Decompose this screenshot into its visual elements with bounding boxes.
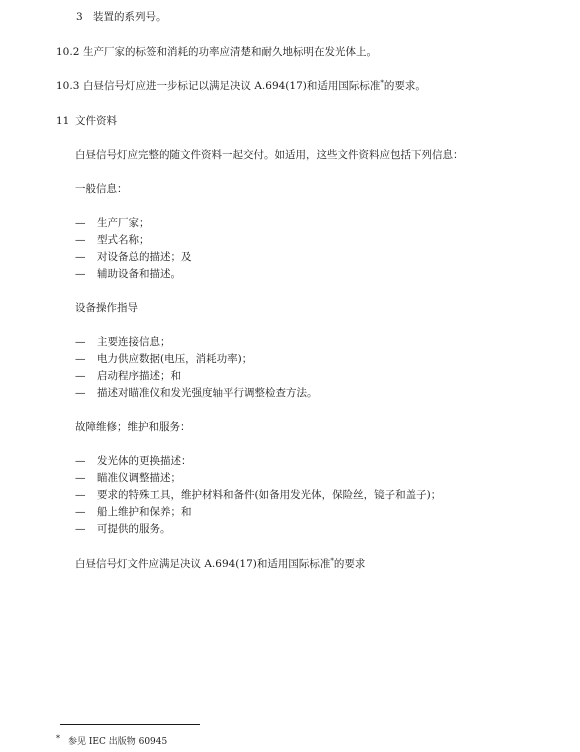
list-item-text: 发光体的更换描述：: [97, 455, 192, 467]
list-item: [75, 454, 192, 468]
list-dash: —: [75, 489, 86, 501]
list-item: [75, 250, 192, 264]
footnote-mark: *: [56, 734, 60, 743]
list-dash: —: [75, 336, 86, 348]
clause-text-10-3-end: 的要求。: [383, 80, 426, 92]
list-item: [75, 369, 181, 383]
section-number-11: 11: [56, 115, 70, 127]
footnote-divider: [60, 724, 200, 725]
item-number: 3: [76, 11, 83, 23]
list-item-text: 型式名称；: [97, 234, 150, 246]
list-item: [75, 471, 181, 485]
clause-number-10-3: 10.3: [56, 80, 80, 92]
operation-heading: 设备操作指导: [75, 302, 138, 314]
list-dash: —: [75, 370, 86, 382]
clause-number-10-2: 10.2: [56, 46, 80, 58]
closing-text: 白昼信号灯文件应满足决议 A.694(17)和适用国际标准: [75, 558, 331, 570]
section-title: 文件资料: [75, 115, 117, 127]
list-item-text: 生产厂家；: [97, 217, 150, 229]
list-item-text: 启动程序描述；和: [97, 370, 181, 382]
footnote-reference: *: [380, 79, 384, 87]
footnote-reference: *: [330, 557, 334, 565]
footnote-text: 参见 IEC 出版物 60945: [68, 737, 168, 747]
list-dash: —: [75, 523, 86, 535]
list-item: [75, 522, 171, 536]
list-item: [75, 505, 192, 519]
clause-text-10-2: 生产厂家的标签和消耗的功率应清楚和耐久地标明在发光体上。: [83, 46, 377, 58]
list-dash: —: [75, 387, 86, 399]
list-item: [75, 335, 171, 349]
intro-paragraph: 白昼信号灯应完整的随文件资料一起交付。如适用，这些文件资料应包括下列信息：: [75, 149, 464, 161]
closing-text-end: 的要求: [333, 558, 366, 570]
clause-text-10-3-main: 白昼信号灯应进一步标记以满足决议 A.694(17)和适用国际标准: [83, 80, 381, 92]
list-item-text: 主要连接信息；: [97, 336, 171, 348]
list-item-text: 描述对瞄准仪和发光强度轴平行调整检查方法。: [97, 387, 318, 399]
list-item-text: 要求的特殊工具，维护材料和备件(如备用发光体，保险丝，镜子和盖子)；: [97, 489, 442, 501]
list-item-text: 电力供应数据(电压，消耗功率)；: [97, 353, 253, 365]
maintenance-heading: 故障维修；维护和服务：: [75, 421, 191, 433]
list-dash: —: [75, 251, 86, 263]
list-item: [75, 386, 318, 400]
list-item: [75, 216, 150, 230]
list-item-text: 对设备总的描述；及: [97, 251, 192, 263]
list-dash: —: [75, 217, 86, 229]
list-item: [75, 233, 150, 247]
list-dash: —: [75, 472, 86, 484]
list-item-text: 船上维护和保养；和: [97, 506, 192, 518]
footnote: [56, 733, 167, 748]
list-item-text: 瞄准仪调整描述；: [97, 472, 181, 484]
list-item-text: 可提供的服务。: [97, 523, 171, 535]
list-item: [75, 352, 252, 366]
list-item-text: 辅助设备和描述。: [97, 268, 181, 280]
list-dash: —: [75, 268, 86, 280]
list-dash: —: [75, 506, 86, 518]
list-dash: —: [75, 353, 86, 365]
clause-text-10-3: [83, 79, 426, 93]
general-info-heading: 一般信息：: [75, 183, 128, 195]
list-dash: —: [75, 455, 86, 467]
closing-paragraph: [75, 557, 365, 571]
list-dash: —: [75, 234, 86, 246]
list-item: [75, 488, 441, 502]
item-text: 装置的系列号。: [93, 11, 167, 23]
list-item: [75, 267, 181, 281]
